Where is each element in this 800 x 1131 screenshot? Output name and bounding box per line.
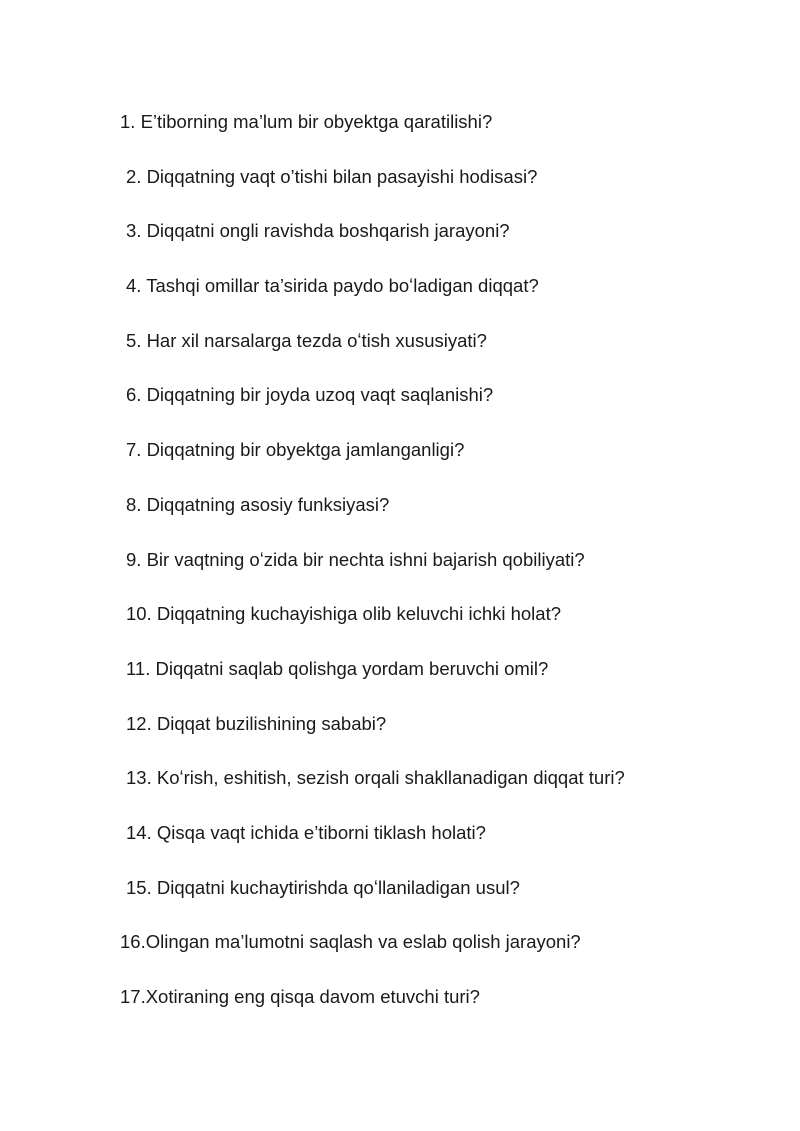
question-item: 9. Bir vaqtning oʻzida bir nechta ishni bajarish qobiliyati? (126, 548, 585, 570)
question-item: 4. Tashqi omillar ta’sirida paydo boʻladigan diqqat? (126, 275, 539, 297)
question-item: 14. Qisqa vaqt ichida e’tiborni tiklash holati? (126, 821, 486, 843)
question-item: 10. Diqqatning kuchayishiga olib keluvchi ichki holat? (126, 603, 562, 625)
question-item: 7. Diqqatning bir obyektga jamlanganligi? (126, 439, 465, 461)
question-item: 13. Koʻrish, eshitish, sezish orqali shakllanadigan diqqat turi? (126, 767, 625, 789)
question-item: 3. Diqqatni ongli ravishda boshqarish jarayoni? (126, 220, 510, 242)
question-item: 1. E’tiborning ma’lum bir obyektga qaratilishi? (120, 111, 493, 132)
question-item: 15. Diqqatni kuchaytirishda qoʻllaniladigan usul? (126, 876, 520, 898)
question-item: 2. Diqqatning vaqt o’tishi bilan pasayishi hodisasi? (126, 165, 538, 187)
question-item: 6. Diqqatning bir joyda uzoq vaqt saqlanishi? (126, 384, 494, 406)
question-item: 11. Diqqatni saqlab qolishga yordam beruvchi omil? (126, 657, 549, 679)
question-item: 8. Diqqatning asosiy funksiyasi? (126, 493, 390, 515)
question-item: 17.Xotiraning eng qisqa davom etuvchi turi? (120, 986, 480, 1007)
question-item: 12. Diqqat buzilishining sababi? (126, 712, 387, 734)
question-item: 16.Olingan ma’lumotni saqlash va eslab qolish jarayoni? (120, 931, 581, 953)
question-item: 5. Har xil narsalarga tezda oʻtish xususiyati? (126, 329, 487, 351)
question-list (0, 109, 800, 1039)
